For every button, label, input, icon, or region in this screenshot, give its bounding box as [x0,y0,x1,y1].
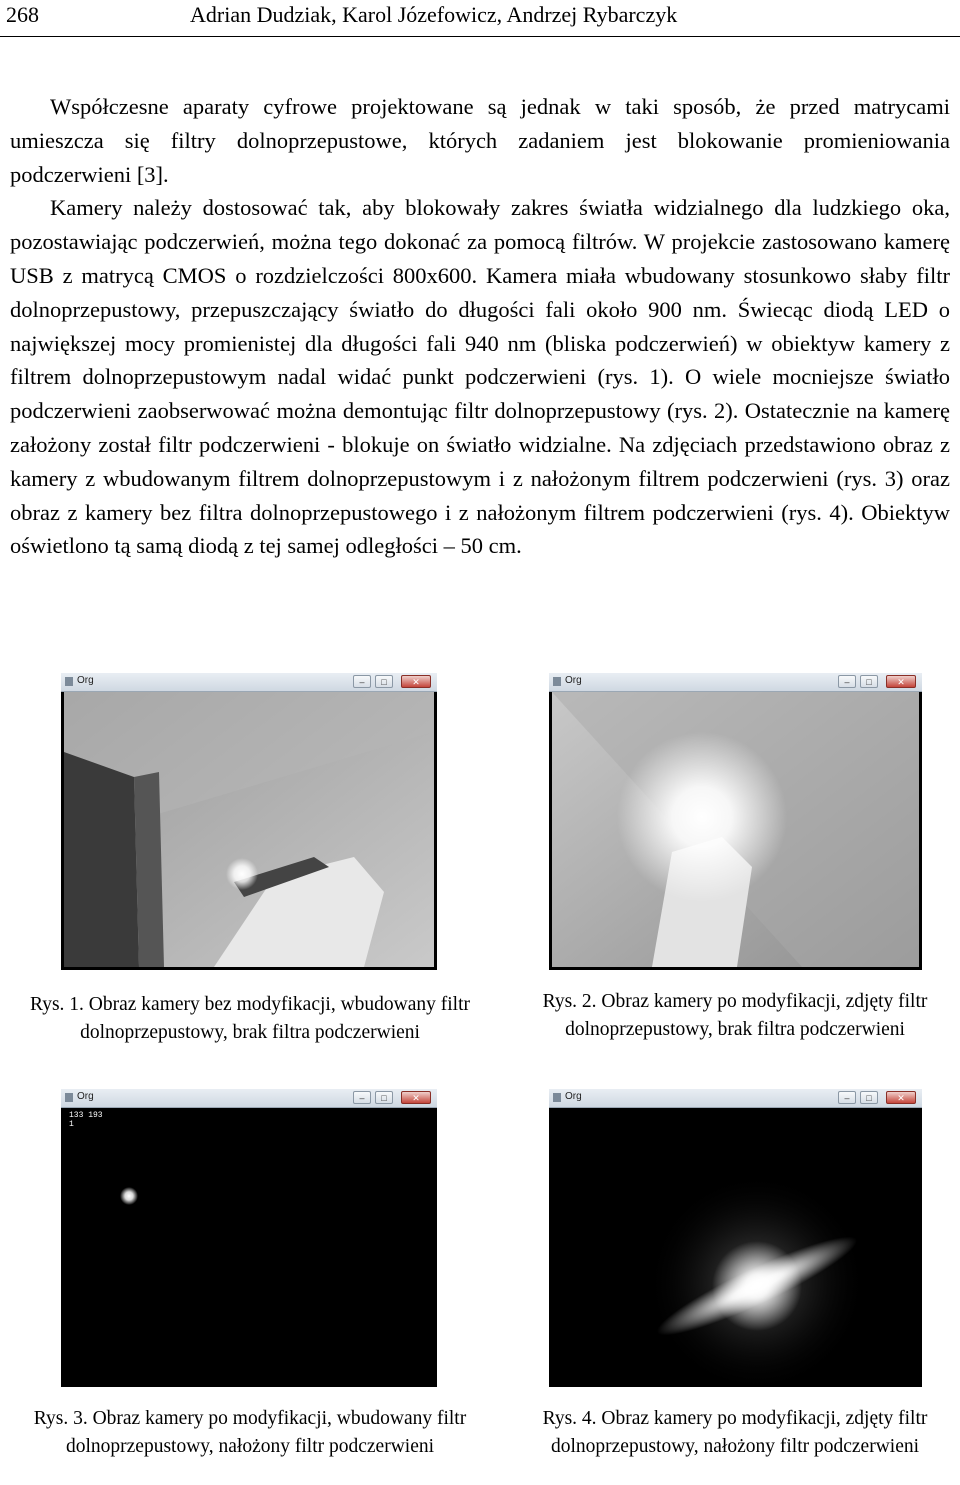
app-icon [65,677,73,686]
close-button[interactable]: ✕ [886,1091,916,1104]
running-header-authors: Adrian Dudziak, Karol Józefowicz, Andrzej Rybarczyk [190,2,678,27]
camera-image-3 [64,1108,434,1384]
camera-image-1 [64,692,434,967]
minimize-button[interactable]: – [353,1091,371,1104]
minimize-button[interactable]: – [838,1091,856,1104]
app-icon [553,677,561,686]
window-title: Org [77,675,94,686]
close-button[interactable]: ✕ [886,675,916,688]
coordinate-readout [69,1111,103,1129]
coordinate-readout-line-1: 133 193 [69,1111,103,1120]
camera-image-4 [552,1108,919,1384]
figure-3-caption: Rys. 3. Obraz kamery po modyfikacji, wbudowany filtr dolnoprzepustowy, nałożony filtr podczerwieni [33,1408,467,1457]
paragraph-2: Kamery należy dostosować tak, aby blokowały zakres światła widzialnego dla ludzkiego oka, pozostawiając podczerwień, można tego dokonać za pomocą filtrów. W projekcie zastosowano kamerę USB z matrycą CMOS o rozdzielczości 800x600. Kamera miała wbudowany stosunkowo słaby filtr dolnoprzepustowy, przepuszczający światło do długości fali około 900 nm. Świecąc diodą LED o największej mocy promienistej dla długości fali 940 nm (bliska podczerwień) w obiektyw kamery z filtrem dolnoprzepustowym nadal widać punkt podczerwieni (rys. 1). O wiele mocniejsze światło podczerwieni zaobserwować można demontując filtr dolnoprzepustowy (rys. 2). Ostatecznie na kamerę założony został filtr podczerwieni - blokuje on światło widzialne. Na zdjęciach przedstawiono obraz z kamery z wbudowanym filtrem dolnoprzepustowym i z nałożonym filtrem podczerwieni (rys. 3) oraz obraz z kamery bez filtra dolnoprzepustowego i z nałożonym filtrem podczerwieni (rys. 4). Obiektyw oświetlono tą samą diodą z tej samej odległości – 50 cm. [10,195,950,559]
maximize-button[interactable]: □ [860,675,878,688]
maximize-button[interactable]: □ [375,1091,393,1104]
figure-4-caption: Rys. 4. Obraz kamery po modyfikacji, zdjęty filtr dolnoprzepustowy, nałożony filtr podczerwieni [542,1408,928,1457]
window-title: Org [77,1091,94,1102]
app-icon [65,1093,73,1102]
window-title: Org [565,675,582,686]
close-button[interactable]: ✕ [401,1091,431,1104]
maximize-button[interactable]: □ [860,1091,878,1104]
minimize-button[interactable]: – [838,675,856,688]
window-titlebar[interactable] [549,673,922,692]
paragraph-1: Współczesne aparaty cyfrowe projektowane są jednak w taki sposób, że przed matrycami umieszcza się filtry dolnoprzepustowe, których zadaniem jest blokowanie promieniowania podczerwieni [3]. [10,94,950,187]
figure-1-window [61,673,437,970]
camera-image-2 [552,692,919,967]
body-text [10,90,950,563]
figure-2-caption: Rys. 2. Obraz kamery po modyfikacji, zdjęty filtr dolnoprzepustowy, brak filtra podczerwieni [542,991,928,1040]
window-titlebar[interactable] [61,673,437,692]
minimize-button[interactable]: – [353,675,371,688]
coordinate-readout-line-2: 1 [69,1120,74,1129]
window-titlebar[interactable] [61,1089,437,1108]
close-button[interactable]: ✕ [401,675,431,688]
window-titlebar[interactable] [549,1089,922,1108]
figure-4-window [549,1089,922,1387]
maximize-button[interactable]: □ [375,675,393,688]
window-title: Org [565,1091,582,1102]
running-header [0,0,960,37]
app-icon [553,1093,561,1102]
figure-1-caption: Rys. 1. Obraz kamery bez modyfikacji, wbudowany filtr dolnoprzepustowy, brak filtra podczerwieni [29,994,471,1043]
page-number: 268 [6,2,39,27]
figure-2-window [549,673,922,970]
figure-3-window [61,1089,437,1387]
